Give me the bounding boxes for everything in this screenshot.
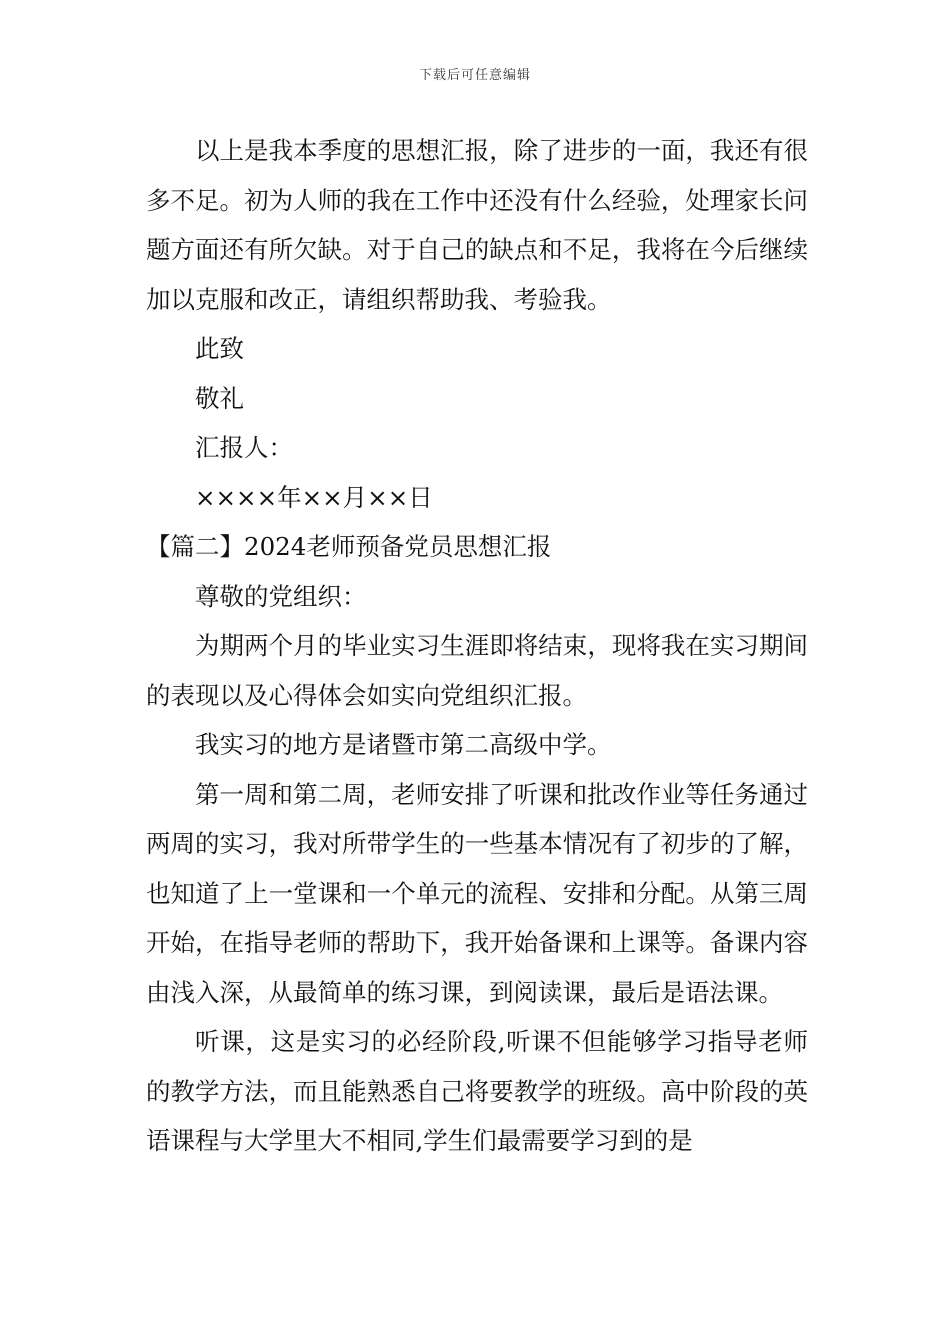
paragraph-weeks: 第一周和第二周，老师安排了听课和批改作业等任务通过两周的实习，我对所带学生的一些基本情况有了初步的了解，也知道了上一堂课和一个单元的流程、安排和分配。从第三周开始，在指导老师的帮助下，我开始备课和上课等。备课内容由浅入深，从最简单的练习课，到阅读课，最后是语法课。 bbox=[146, 779, 808, 1007]
closing-salutation: 此致 bbox=[195, 334, 244, 363]
document-body bbox=[146, 126, 808, 1166]
paragraph-listening: 听课，这是实习的必经阶段,听课不但能够学习指导老师的教学方法，而且能熟悉自己将要教学的班级。高中阶段的英语课程与大学里大不相同,学生们最需要学习到的是 bbox=[146, 1027, 808, 1155]
page-header: 下载后可任意编辑 bbox=[418, 68, 531, 83]
reporter-label: 汇报人： bbox=[195, 433, 293, 462]
paragraph-location: 我实习的地方是诸暨市第二高级中学。 bbox=[195, 730, 612, 759]
section-heading: 【篇二】2024老师预备党员思想汇报 bbox=[146, 532, 552, 561]
paragraph-summary: 以上是我本季度的思想汇报，除了进步的一面，我还有很多不足。初为人师的我在工作中还没有什么经验，处理家长问题方面还有所欠缺。对于自己的缺点和不足，我将在今后继续加以克服和改正，请组织帮助我、考验我。 bbox=[146, 136, 808, 314]
greeting: 尊敬的党组织： bbox=[195, 581, 367, 611]
paragraph-intro: 为期两个月的毕业实习生涯即将结束，现将我在实习期间的表现以及心得体会如实向党组织汇报。 bbox=[146, 631, 808, 710]
report-date: ××××年××月××日 bbox=[195, 482, 433, 512]
closing-regards: 敬礼 bbox=[195, 383, 244, 413]
